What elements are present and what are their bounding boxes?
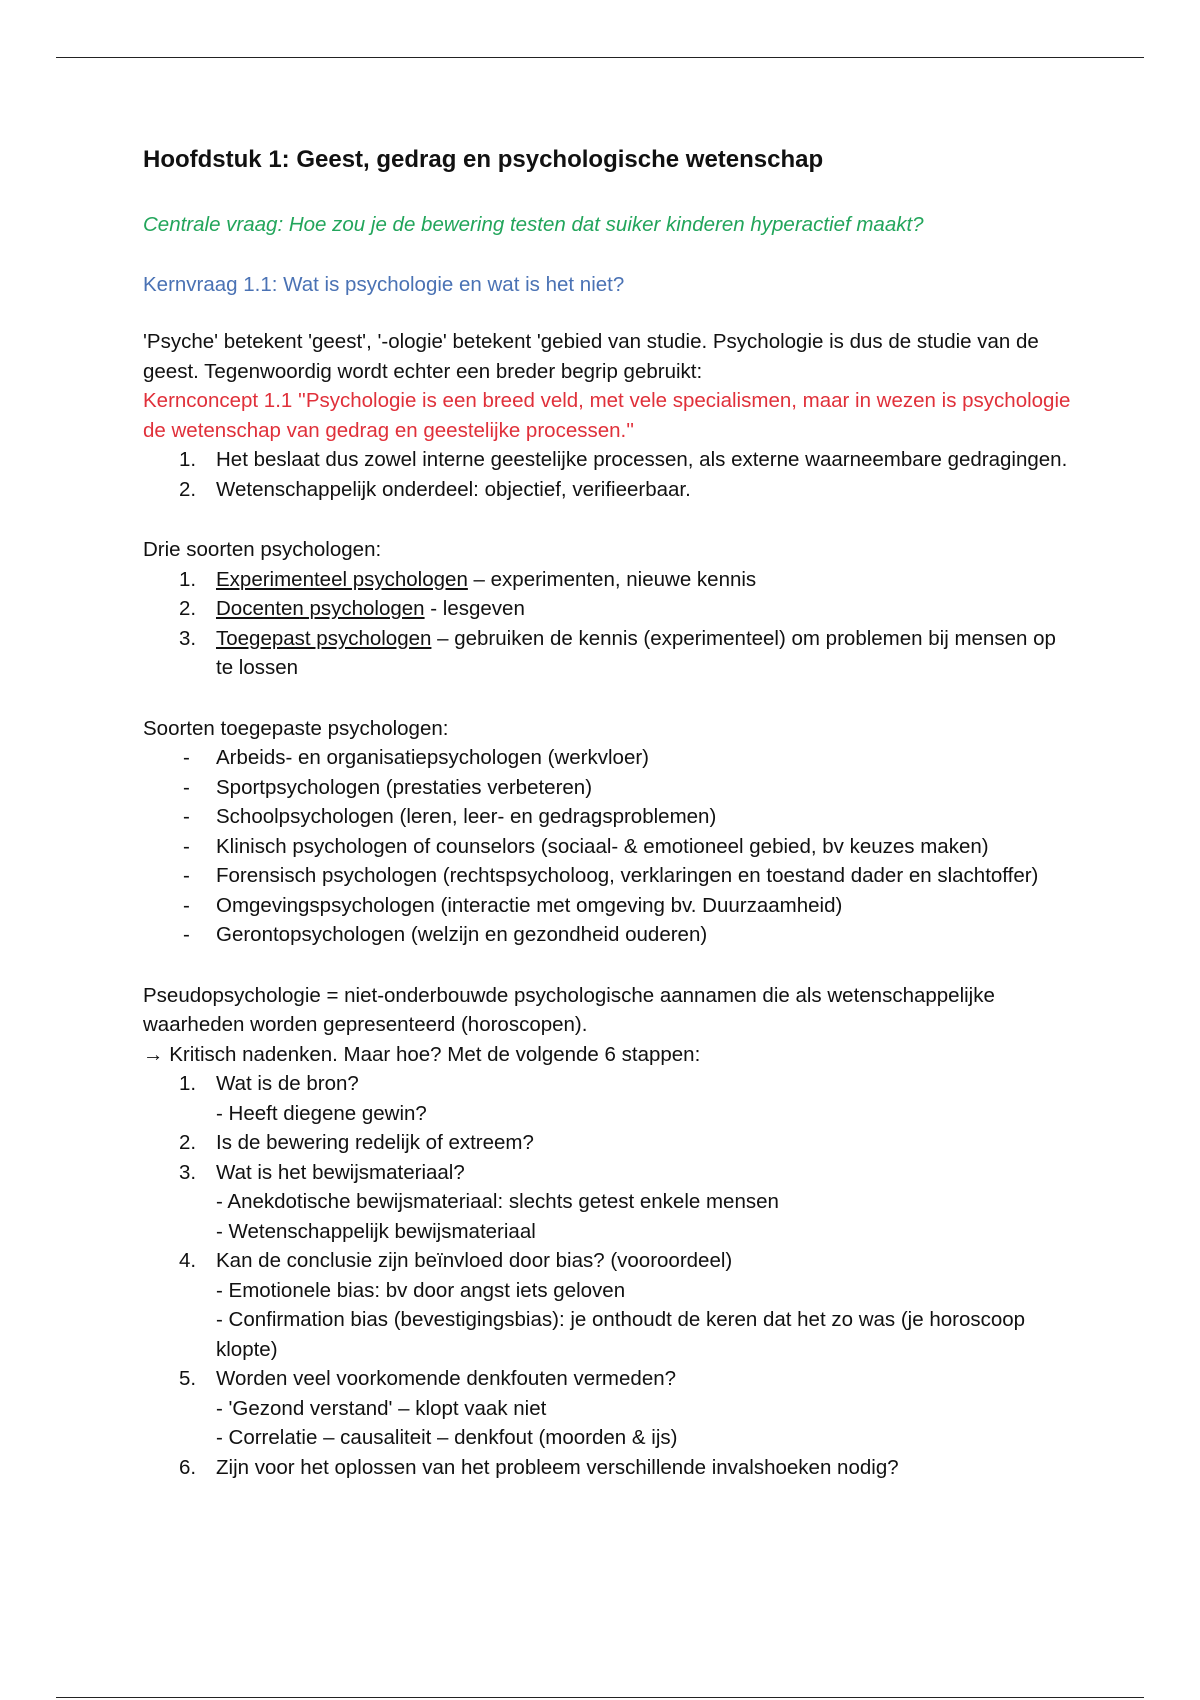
list-marker: 1.	[179, 448, 197, 471]
list-item	[143, 1158, 1073, 1247]
type-term: Experimenteel psychologen	[216, 567, 468, 591]
list-marker: 1.	[179, 1072, 197, 1095]
list-item	[143, 773, 1073, 803]
list-item	[143, 1246, 1073, 1364]
list-item	[143, 624, 1073, 683]
list-item-text: Schoolpsychologen (leren, leer- en gedragsproblemen)	[216, 805, 717, 828]
list-item	[143, 832, 1073, 862]
list-item	[143, 743, 1073, 773]
list-item-text: Omgevingspsychologen (interactie met omgeving bv. Duurzaamheid)	[216, 893, 843, 917]
list-item-text: Wetenschappelijk onderdeel: objectief, verifieerbaar.	[216, 477, 691, 501]
core-concept: Kernconcept 1.1 ''Psychologie is een breed veld, met vele specialismen, maar in wezen is psychologie de wetenschap van gedrag en geestelijke processen.''	[143, 389, 1071, 442]
critical-steps-list	[143, 1069, 1073, 1482]
document-page	[143, 140, 1073, 1482]
key-question: Kernvraag 1.1: Wat is psychologie en wat is het niet?	[143, 272, 625, 296]
type-description: – gebruiken de kennis (experimenteel) om problemen bij mensen op te lossen	[216, 626, 1056, 679]
list-item-text: Sportpsychologen (prestaties verbeteren)	[216, 775, 593, 799]
list-marker: 5.	[179, 1367, 197, 1390]
types-title: Drie soorten psychologen:	[143, 538, 382, 561]
type-description: - lesgeven	[424, 597, 525, 620]
list-marker: -	[183, 775, 190, 799]
list-item	[143, 1364, 1073, 1453]
list-marker: 3.	[179, 1160, 197, 1184]
pseudo-definition: Pseudopsychologie = niet-onderbouwde psychologische aannamen die als wetenschappelijke waarheden worden gepresenteerd (horoscopen).	[143, 983, 995, 1036]
list-item	[143, 891, 1073, 921]
applied-psychologists-list	[143, 743, 1073, 950]
list-item-text: Wat is het bewijsmateriaal?	[216, 1160, 465, 1184]
critical-intro: → Kritisch nadenken. Maar hoe? Met de volgende 6 stappen:	[143, 1042, 701, 1066]
applied-title: Soorten toegepaste psychologen:	[143, 716, 449, 740]
list-item-text: Klinisch psychologen of counselors (sociaal- & emotioneel gebied, bv keuzes maken)	[216, 834, 989, 858]
psychologist-types-list	[143, 565, 1073, 683]
list-item	[143, 445, 1073, 475]
list-marker: 3.	[179, 626, 197, 650]
sub-point: - Anekdotische bewijsmateriaal: slechts getest enkele mensen	[216, 1190, 779, 1213]
chapter-heading: Hoofdstuk 1: Geest, gedrag en psychologische wetenschap	[143, 146, 824, 173]
list-marker: -	[183, 746, 190, 769]
intro-paragraph: 'Psyche' betekent 'geest', '-ologie' betekent 'gebied van studie. Psychologie is dus de studie van de geest. Tegenwoordig wordt echter een breder begrip gebruikt:	[143, 330, 1039, 383]
sub-point: - Confirmation bias (bevestigingsbias): je onthoudt de keren dat het zo was (je horoscoop klopte)	[216, 1308, 1026, 1361]
list-marker: 2.	[179, 477, 197, 501]
list-item	[143, 861, 1073, 891]
list-item	[143, 1069, 1073, 1128]
list-item	[143, 475, 1073, 505]
list-item-text: Het beslaat dus zowel interne geestelijke processen, als externe waarneembare gedragingen.	[216, 448, 1068, 471]
list-item	[143, 1453, 1073, 1483]
list-marker: -	[183, 893, 190, 917]
list-item	[143, 1128, 1073, 1158]
list-marker: -	[183, 864, 190, 887]
definition-list	[143, 445, 1073, 504]
list-item-text: Kan de conclusie zijn beïnvloed door bias? (vooroordeel)	[216, 1249, 733, 1272]
list-item	[143, 802, 1073, 832]
sub-point: - Correlatie – causaliteit – denkfout (moorden & ijs)	[216, 1426, 678, 1449]
central-question: Centrale vraag: Hoe zou je de bewering testen dat suiker kinderen hyperactief maakt?	[143, 213, 924, 236]
list-marker: 4.	[179, 1249, 197, 1272]
footer-rule	[56, 1697, 1144, 1698]
type-term: Docenten psychologen	[216, 597, 425, 620]
list-marker: 2.	[179, 597, 197, 620]
list-item-text: Wat is de bron?	[216, 1072, 359, 1095]
list-item	[143, 594, 1073, 624]
list-marker: -	[183, 805, 190, 828]
list-marker: 1.	[179, 567, 197, 591]
list-item-text: Zijn voor het oplossen van het probleem verschillende invalshoeken nodig?	[216, 1455, 899, 1479]
list-item-text: Arbeids- en organisatiepsychologen (werkvloer)	[216, 746, 649, 769]
sub-point: - Heeft diegene gewin?	[216, 1101, 427, 1125]
sub-point: - Emotionele bias: bv door angst iets geloven	[216, 1278, 626, 1302]
list-item-text: Gerontopsychologen (welzijn en gezondheid ouderen)	[216, 923, 708, 946]
list-marker: -	[183, 834, 190, 858]
sub-point: - 'Gezond verstand' – klopt vaak niet	[216, 1396, 547, 1420]
list-item-text: Is de bewering redelijk of extreem?	[216, 1131, 534, 1154]
list-item-text: Worden veel voorkomende denkfouten vermeden?	[216, 1367, 677, 1390]
list-item	[143, 565, 1073, 595]
type-term: Toegepast psychologen	[216, 626, 432, 650]
list-marker: -	[183, 923, 190, 946]
list-marker: 6.	[179, 1455, 197, 1479]
sub-point: - Wetenschappelijk bewijsmateriaal	[216, 1219, 536, 1243]
list-marker: 2.	[179, 1131, 197, 1154]
type-description: – experimenten, nieuwe kennis	[467, 567, 757, 591]
list-item	[143, 920, 1073, 950]
list-item-text: Forensisch psychologen (rechtspsycholoog, verklaringen en toestand dader en slachtoffer)	[216, 864, 1039, 887]
header-rule	[56, 57, 1144, 58]
